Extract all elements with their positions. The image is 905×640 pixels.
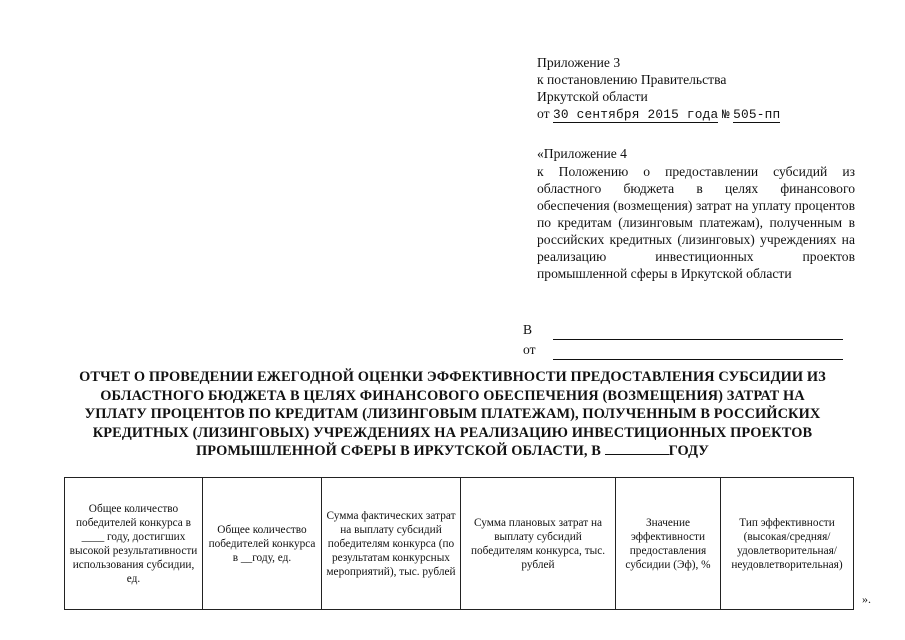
header-actual-costs: Сумма фактических затрат на выплату субсидий победителям конкурса (по результатам конкурсных мероприятий), тыс. рублей xyxy=(322,478,461,610)
appendix-3-label: Приложение 3 xyxy=(537,55,621,70)
to-field-line xyxy=(553,325,843,340)
header-efficiency-type: Тип эффективности (высокая/средняя/ удовлетворительная/ неудовлетворительная) xyxy=(721,478,854,610)
from-row xyxy=(523,340,853,360)
header-planned-costs: Сумма плановых затрат на выплату субсидий победителям конкурса, тыс. рублей xyxy=(461,478,616,610)
header-total-winners: Общее количество победителей конкурса в __году, ед. xyxy=(203,478,322,610)
date-prefix: от xyxy=(537,106,550,121)
report-title-line: КРЕДИТНЫХ (ЛИЗИНГОВЫХ) УЧРЕЖДЕНИЯХ НА РЕАЛИЗАЦИЮ ИНВЕСТИЦИОННЫХ ПРОЕКТОВ xyxy=(92,424,813,441)
resolution-date: 30 сентября 2015 года xyxy=(552,107,719,122)
report-table xyxy=(64,477,854,610)
to-label: В xyxy=(523,322,533,337)
report-title-line: УПЛАТУ ПРОЦЕНТОВ ПО КРЕДИТАМ (ЛИЗИНГОВЫМ ПЛАТЕЖАМ), ПОЛУЧЕННЫМ В РОССИЙСКИХ xyxy=(84,406,821,422)
report-title-line: ОБЛАСТНОГО БЮДЖЕТА В ЦЕЛЯХ ФИНАНСОВОГО ОБЕСПЕЧЕНИЯ (ВОЗМЕЩЕНИЯ) ЗАТРАТ НА xyxy=(100,387,805,404)
recipient-block xyxy=(523,320,853,360)
report-title-line: ПРОМЫШЛЕННОЙ СФЕРЫ В ИРКУТСКОЙ ОБЛАСТИ, В xyxy=(196,443,601,459)
header-winners-high-result: Общее количество победителей конкурса в ____ году, достигших высокой результативности использования субсидии, ед. xyxy=(65,478,203,610)
report-title-year-word: ГОДУ xyxy=(668,443,709,459)
report-title xyxy=(20,368,885,461)
appendix-4-text: к Положению о предоставлении субсидий из областного бюджета в целях финансового обеспечения (возмещения) затрат на уплату процентов по кредитам (лизинговым платежам), полученным в российских кредитных (лизинговых) учреждениях на реализацию инвестиционных проектов промышленной сферы в Иркутской области xyxy=(537,164,855,281)
report-title-last-line xyxy=(20,442,885,461)
year-blank-line xyxy=(605,442,669,455)
resolution-date-line xyxy=(537,105,857,123)
resolution-number: 505-пп xyxy=(733,107,781,122)
region-name: Иркутской области xyxy=(537,89,648,104)
appendix-4-block xyxy=(537,145,855,282)
from-field-line xyxy=(553,345,843,360)
to-row xyxy=(523,320,853,340)
report-title-line: ОТЧЕТ О ПРОВЕДЕНИИ ЕЖЕГОДНОЙ ОЦЕНКИ ЭФФЕКТИВНОСТИ ПРЕДОСТАВЛЕНИЯ СУБСИДИИ ИЗ xyxy=(79,369,826,385)
resolution-reference: к постановлению Правительства xyxy=(537,72,727,87)
appendix-4-label: «Приложение 4 xyxy=(537,146,627,161)
from-label: от xyxy=(523,342,536,357)
table-header-row xyxy=(65,478,854,610)
header-efficiency-value: Значение эффективности предоставления субсидии (Эф), % xyxy=(616,478,721,610)
appendix-3-block xyxy=(537,54,857,123)
number-sign: № xyxy=(721,107,730,122)
closing-quote: ». xyxy=(862,592,871,606)
